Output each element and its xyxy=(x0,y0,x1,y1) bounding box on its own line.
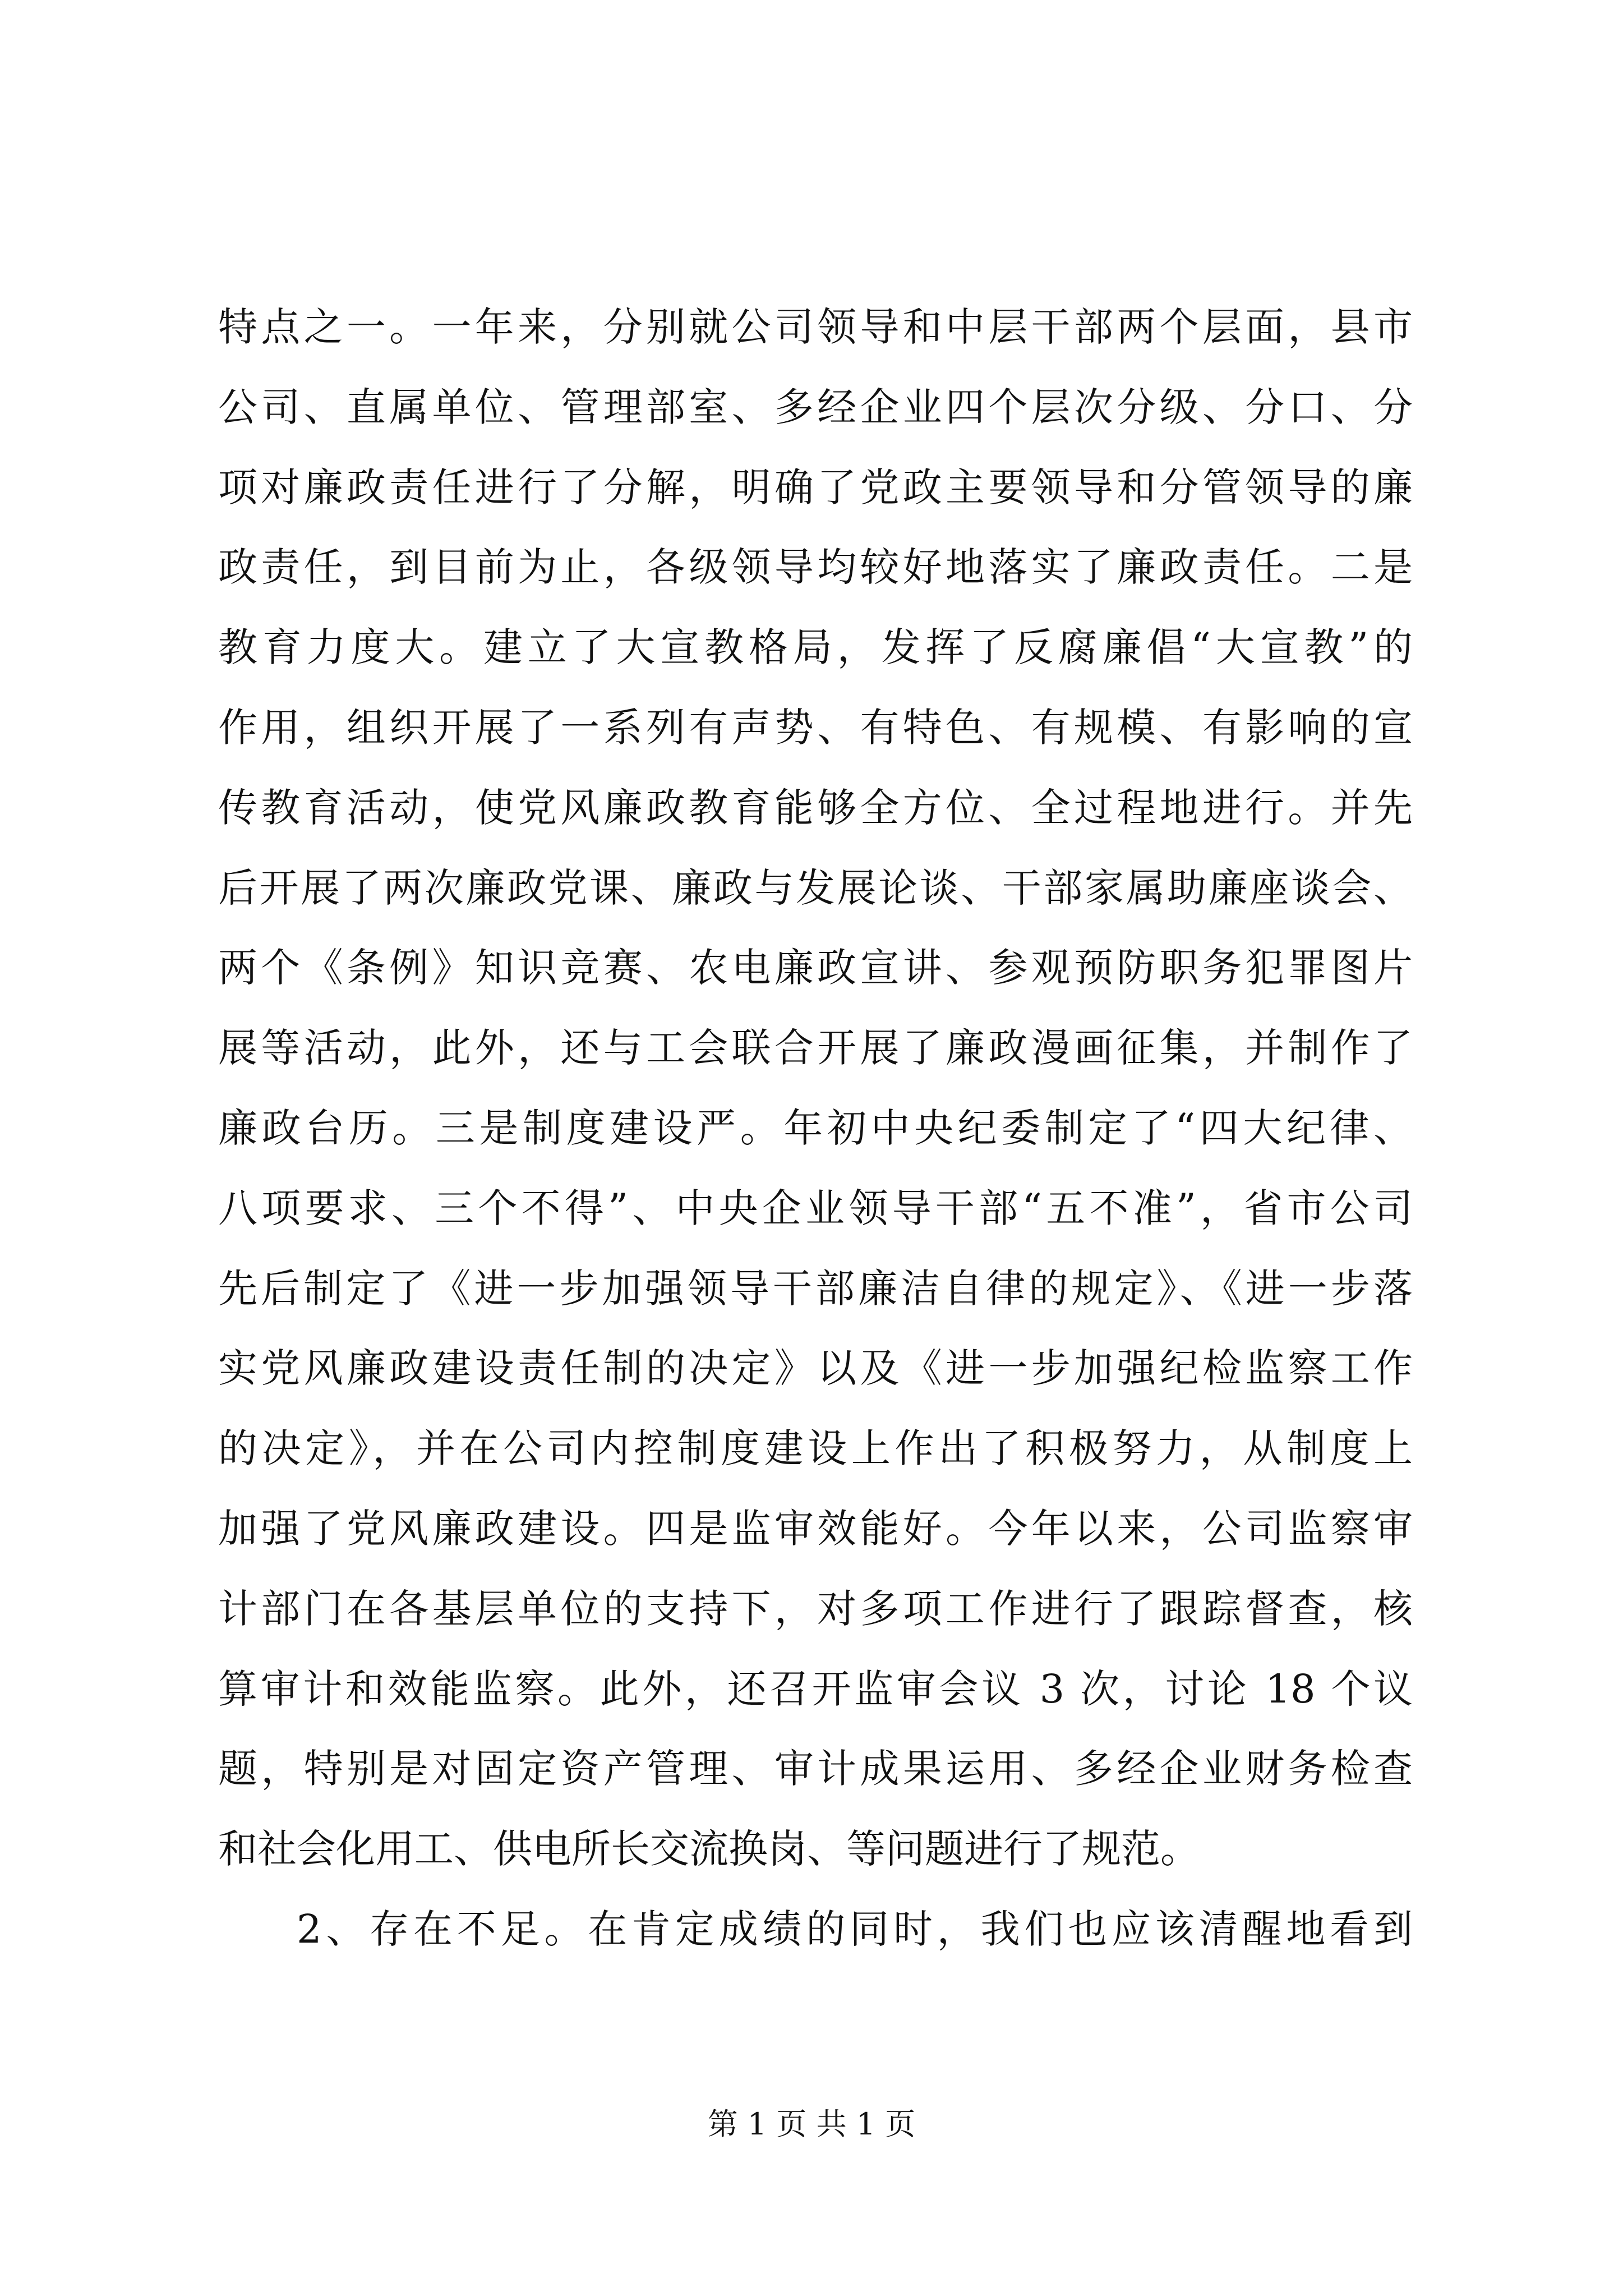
page-footer: 第 1 页 共 1 页 xyxy=(707,2106,916,2142)
text-line: 算审计和效能监察。此外，还召开监审会议 3 次，讨论 18 个议 xyxy=(218,1665,1413,1712)
text-line: 特点之一。一年来，分别就公司领导和中层干部两个层面，县市 xyxy=(218,304,1413,350)
text-line: 展等活动，此外，还与工会联合开展了廉政漫画征集，并制作了 xyxy=(218,1025,1413,1071)
text-line: 加强了党风廉政建设。四是监审效能好。今年以来，公司监察审 xyxy=(218,1505,1413,1552)
text-line: 廉政台历。三是制度建设严。年初中央纪委制定了“四大纪律、 xyxy=(218,1105,1413,1151)
text-line: 题，特别是对固定资产管理、审计成果运用、多经企业财务检查 xyxy=(218,1746,1413,1792)
text-line-paragraph-end: 和社会化用工、供电所长交流换岗、等问题进行了规范。 xyxy=(218,1826,1200,1872)
text-line: 先后制定了《进一步加强领导干部廉洁自律的规定》、《进一步落 xyxy=(218,1265,1413,1312)
text-line: 两个《条例》知识竞赛、农电廉政宣讲、参观预防职务犯罪图片 xyxy=(218,945,1413,991)
text-line: 教育力度大。建立了大宣教格局，发挥了反腐廉倡“大宣教”的 xyxy=(218,624,1413,671)
text-line: 项对廉政责任进行了分解，明确了党政主要领导和分管领导的廉 xyxy=(218,464,1413,510)
text-line: 计部门在各基层单位的支持下，对多项工作进行了跟踪督查，核 xyxy=(218,1585,1413,1632)
text-line: 后开展了两次廉政党课、廉政与发展论谈、干部家属助廉座谈会、 xyxy=(218,864,1413,911)
text-line: 政责任，到目前为止，各级领导均较好地落实了廉政责任。二是 xyxy=(218,544,1413,591)
text-line: 传教育活动，使党风廉政教育能够全方位、全过程地进行。并先 xyxy=(218,784,1413,831)
text-line: 八项要求、三个不得”、中央企业领导干部“五不准”，省市公司 xyxy=(218,1185,1413,1231)
body-text xyxy=(218,287,1413,1970)
text-line: 实党风廉政建设责任制的决定》以及《进一步加强纪检监察工作 xyxy=(218,1345,1413,1392)
text-line: 作用，组织开展了一系列有声势、有特色、有规模、有影响的宣 xyxy=(218,704,1413,751)
text-line: 的决定》，并在公司内控制度建设上作出了积极努力，从制度上 xyxy=(218,1425,1413,1472)
text-line-indented: 2、存在不足。在肯定成绩的同时，我们也应该清醒地看到 xyxy=(297,1906,1413,1952)
text-line: 公司、直属单位、管理部室、多经企业四个层次分级、分口、分 xyxy=(218,384,1413,430)
